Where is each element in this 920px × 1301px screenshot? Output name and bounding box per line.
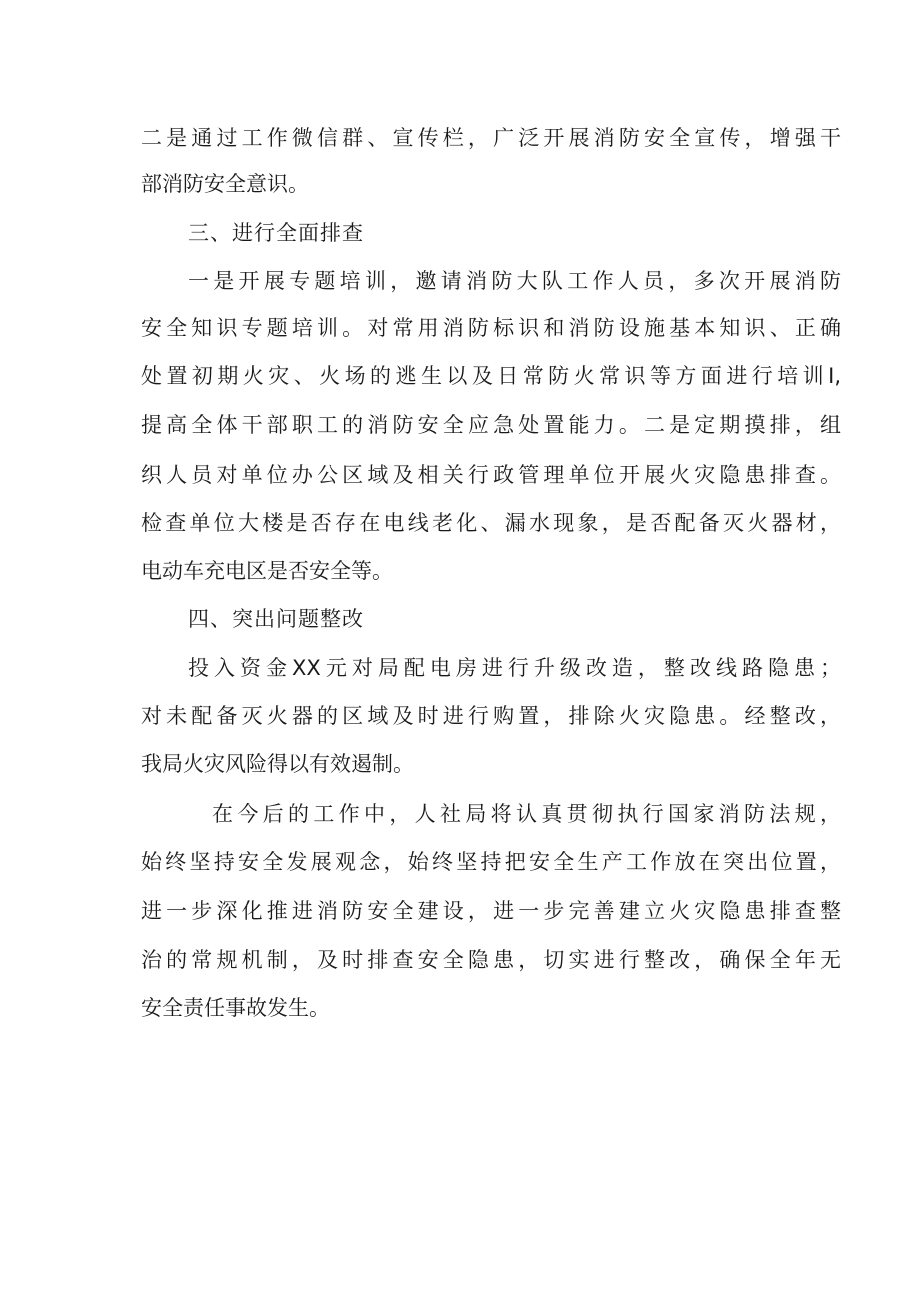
section-3-heading: 三、进行全面排查 (188, 221, 364, 245)
conclusion-paragraph-line-2: 始终坚持安全发展观念，始终坚持把安全生产工作放在突出位置， (141, 850, 841, 874)
training-paragraph-line-6: 检查单位大楼是否存在电线老化、漏水现象，是否配备灭火器材， (141, 511, 841, 535)
training-paragraph-line-3: 处置初期火灾、火场的逃生以及日常防火常识等方面进行培训I, (141, 364, 841, 388)
conclusion-paragraph-line-1: 在今后的工作中，人社局将认真贯彻执行国家消防法规， (212, 802, 841, 826)
training-paragraph-line-4: 提高全体干部职工的消防安全应急处置能力。二是定期摸排，组 (141, 413, 841, 437)
paragraph-2-line-2: 部消防安全意识。 (141, 172, 309, 196)
paragraph-2-line-1: 二是通过工作微信群、宣传栏，广泛开展消防安全宣传，增强干 (141, 126, 841, 150)
training-paragraph-line-5: 织人员对单位办公区域及相关行政管理单位开展火灾隐患排查。 (141, 463, 841, 487)
conclusion-paragraph-line-4: 治的常规机制，及时排查安全隐患，切实进行整改，确保全年无 (141, 948, 841, 972)
training-paragraph-line-1: 一是开展专题培训，邀请消防大队工作人员，多次开展消防 (188, 269, 841, 293)
conclusion-paragraph-line-5: 安全责任事故发生。 (141, 996, 330, 1020)
training-paragraph-line-2: 安全知识专题培训。对常用消防标识和消防设施基本知识、正确 (141, 316, 841, 340)
rectification-paragraph-line-3: 我局火灾风险得以有效遏制。 (141, 752, 414, 776)
rectification-paragraph-line-2: 对未配备灭火器的区域及时进行购置，排除火灾隐患。经整改， (141, 704, 841, 728)
training-paragraph-line-7: 电动车充电区是否安全等。 (141, 559, 393, 583)
section-4-heading: 四、突出问题整改 (188, 607, 364, 631)
rectification-paragraph-line-1: 投入资金XX元对局配电房进行升级改造，整改线路隐患； (188, 656, 841, 680)
conclusion-paragraph-line-3: 进一步深化推进消防安全建设，进一步完善建立火灾隐患排查整 (141, 899, 841, 923)
